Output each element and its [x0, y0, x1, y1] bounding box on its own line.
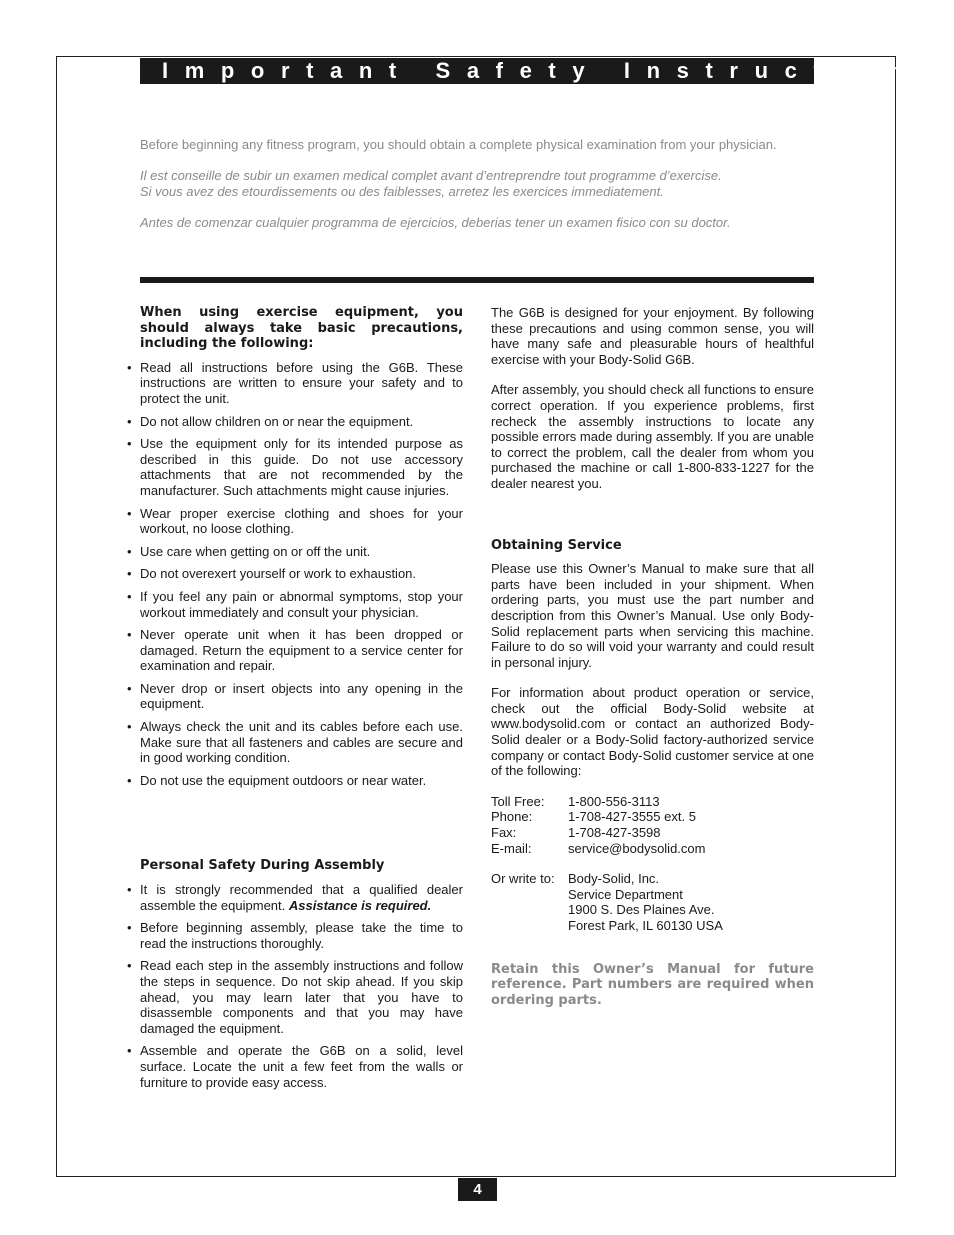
list-item: • Always check the unit and its cables before each use. Make sure that all fasteners and cables are secure and in good working condition.	[127, 719, 463, 766]
list-item: • Do not allow children on or near the equipment.	[127, 413, 414, 429]
address-label: Or write to:	[491, 871, 555, 887]
precautions-list	[127, 360, 463, 789]
mailing-address	[491, 871, 814, 933]
contact-toll-free: Toll Free: 1-800-556-3113	[491, 793, 660, 809]
intro-french-line-1: Il est conseille de subir un examen medical complet avant d’entreprendre tout programme d’exercise.	[140, 168, 722, 183]
list-item: • Before beginning assembly, please take the time to read the instructions thoroughly.	[127, 920, 463, 951]
retain-manual-note: Retain this Owner’s Manual for future reference. Part numbers are required when ordering parts.	[491, 961, 814, 1008]
list-item: • Read all instructions before using the G6B. These instructions are written to ensure your safety and to protect the unit.	[127, 359, 463, 406]
assembly-list	[127, 882, 463, 1090]
contact-fax: Fax: 1-708-427-3598	[491, 825, 661, 841]
service-heading: Obtaining Service	[491, 537, 622, 553]
contact-phone: Phone: 1-708-427-3555 ext. 5	[491, 809, 696, 825]
list-item: • Do not use the equipment outdoors or near water.	[127, 772, 427, 788]
intro-spanish: Antes de comenzar cualquier programma de ejercicios, deberias tener un examen fisico con su doctor.	[140, 215, 731, 230]
list-item: • Never operate unit when it has been dropped or damaged. Return the equipment to a service center for examination and repair.	[127, 627, 463, 674]
list-item: • It is strongly recommended that a qualified dealer assemble the equipment. Assistance is required.	[127, 882, 463, 913]
intro-french	[140, 168, 820, 200]
list-item: • Use the equipment only for its intended purpose as described in this guide. Do not use accessory attachments that are not recommended by the manufacturer. Such attachments might cause injuries.	[127, 436, 463, 498]
list-item: • Assemble and operate the G6B on a solid, level surface. Locate the unit a few feet from the walls or furniture to provide easy access.	[127, 1043, 463, 1090]
contact-email: E-mail: service@bodysolid.com	[491, 840, 706, 856]
service-paragraph-2: For information about product operation or service, check out the official Body-Solid website at www.bodysolid.com or contact an authorized Body-Solid dealer or a Body-Solid factory-authorized service company or contact Body-Solid customer service at one of the following:	[491, 685, 814, 779]
list-item: • Do not overexert yourself or work to exhaustion.	[127, 566, 417, 582]
assistance-required-emphasis: Assistance is required.	[288, 897, 432, 913]
page-number: 4	[458, 1178, 497, 1201]
right-column	[491, 305, 814, 1008]
left-column	[127, 305, 463, 1097]
section-divider	[140, 277, 814, 283]
intro-english: Before beginning any fitness program, you should obtain a complete physical examination from your physician.	[140, 137, 777, 152]
page-title: Important Safety Instructions	[140, 58, 814, 84]
list-item: • Use care when getting on or off the unit.	[127, 543, 371, 559]
check-functions-paragraph: After assembly, you should check all functions to ensure correct operation. If you experience problems, first recheck the assembly instructions to locate any possible errors made during assembly. If you are unable to correct the problem, call the dealer from whom you purchased the machine or call 1-800-833-1227 for the dealer nearest you.	[491, 382, 814, 491]
list-item: • Never drop or insert objects into any opening in the equipment.	[127, 680, 463, 712]
intro-french-line-2: Si vous avez des etourdissements ou des faiblesses, arretez les exercices immediatement.	[140, 184, 664, 199]
contact-list	[491, 794, 814, 856]
enjoyment-paragraph: The G6B is designed for your enjoyment. By following these precautions and using common sense, you will have many safe and pleasurable hours of healthful exercise with your Body-Solid G6B.	[491, 305, 814, 367]
list-item: • Wear proper exercise clothing and shoes for your workout, no loose clothing.	[127, 505, 463, 537]
intro-warnings	[140, 137, 820, 231]
address-lines: Body-Solid, Inc. Service Department 1900 S. Des Plaines Ave. Forest Park, IL 60130 USA	[568, 871, 723, 933]
list-item: • Read each step in the assembly instructions and follow the steps in sequence. Do not skip ahead. If you skip ahead, you may learn later that you have to disassemble components and that you may have damaged the equipment.	[127, 958, 463, 1036]
list-item: • If you feel any pain or abnormal symptoms, stop your workout immediately and consult your physician.	[127, 588, 463, 620]
assembly-heading: Personal Safety During Assembly	[140, 858, 385, 874]
service-paragraph-1: Please use this Owner’s Manual to make sure that all parts have been included in your shipment. When ordering parts, you must use the part number and description from this Owner’s Manual. Use only Body-Solid replacement parts when servicing this machine. Failure to do so will void your warranty and could result in personal injury.	[491, 561, 814, 670]
precautions-heading: When using exercise equipment, you should always take basic precautions, including the following:	[140, 305, 463, 352]
